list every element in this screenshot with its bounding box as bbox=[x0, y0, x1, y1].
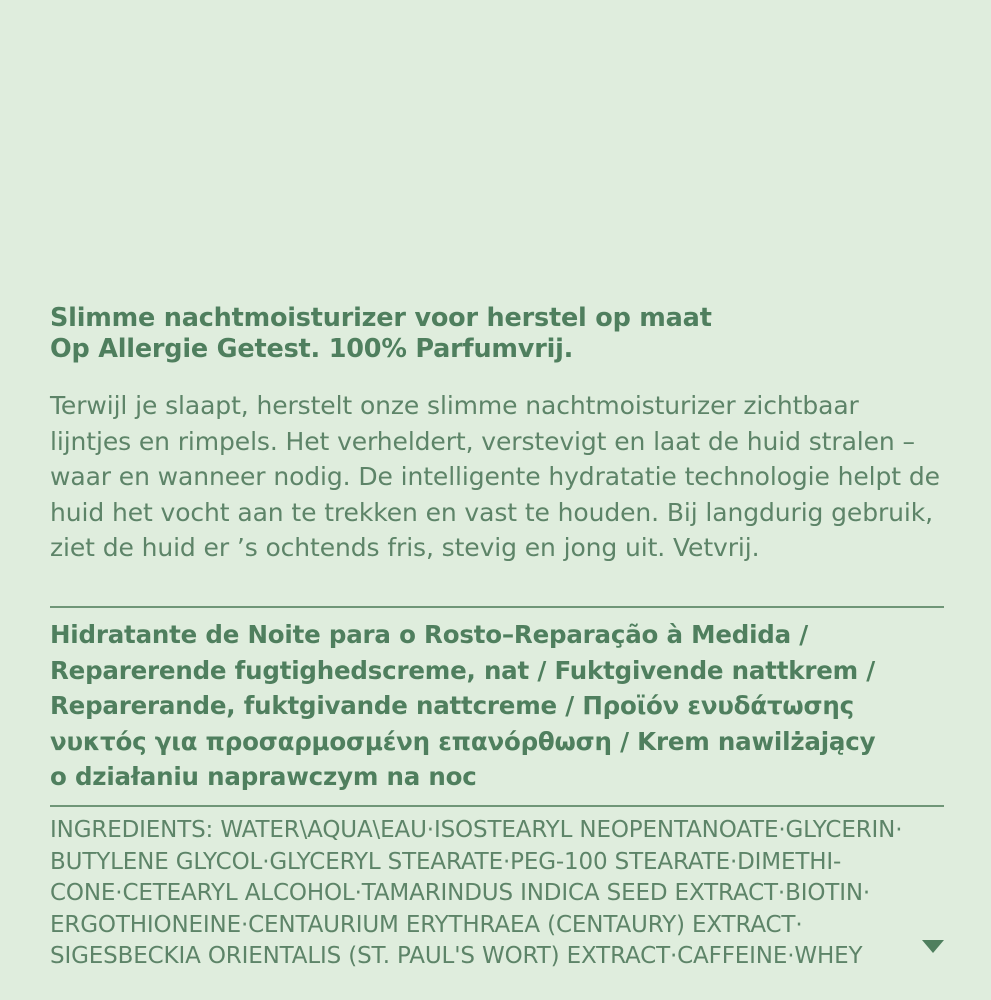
ingredients-block bbox=[50, 815, 944, 973]
ingredients-line-2: BUTYLENE GLYCOL·GLYCERYL STEARATE·PEG-100 STEARATE·DIMETHI- bbox=[50, 848, 842, 875]
divider-bottom bbox=[50, 805, 944, 807]
multilingual-names-block bbox=[50, 617, 944, 795]
description-block bbox=[50, 388, 943, 566]
ingredients-line-4: ERGOTHIONEINE·CENTAURIUM ERYTHRAEA (CENTAURY) EXTRACT· bbox=[50, 911, 803, 938]
multilingual-line-2: Reparerende fugtighedscreme, nat / Fuktgivende nattkrem / bbox=[50, 655, 876, 685]
multilingual-line-1: Hidratante de Noite para o Rosto–Reparação à Medida / bbox=[50, 620, 809, 649]
ingredients-line-1: INGREDIENTS: WATER\AQUA\EAU·ISOSTEARYL NEOPENTANOATE·GLYCERIN· bbox=[50, 817, 903, 843]
headline-line-1: Slimme nachtmoisturizer voor herstel op maat bbox=[50, 303, 712, 333]
multilingual-line-3: Reparerande, fuktgivande nattcreme / Προϊόν ενυδάτωσης bbox=[50, 691, 854, 720]
headline-block bbox=[50, 303, 941, 365]
multilingual-line-5: o działaniu naprawczym na noc bbox=[50, 762, 477, 791]
divider-top bbox=[50, 606, 944, 608]
headline-line-2: Op Allergie Getest. 100% Parfumvrij. bbox=[50, 334, 574, 364]
ingredients-line-5: SIGESBECKIA ORIENTALIS (ST. PAUL'S WORT) EXTRACT·CAFFEINE·WHEY bbox=[50, 943, 863, 969]
ingredients-line-3: CONE·CETEARYL ALCOHOL·TAMARINDUS INDICA SEED EXTRACT·BIOTIN· bbox=[50, 880, 871, 906]
multilingual-line-4: νυκτός για προσαρμοσμένη επανόρθωση / Krem nawilżający bbox=[50, 726, 876, 756]
description-text: Terwijl je slaapt, herstelt onze slimme nachtmoisturizer zichtbaar lijntjes en rimpels. Het verheldert, verstevigt en laat de huid stralen – waar en wanneer nodig. De intelligente hydratatie technologie helpt de huid het vocht aan te trekken en vast te houden. Bij langdurig gebruik, ziet de huid er ’s ochtends fris, stevig en jong uit. Vetvrij. bbox=[50, 391, 940, 562]
triangle-down-icon[interactable] bbox=[922, 940, 944, 953]
